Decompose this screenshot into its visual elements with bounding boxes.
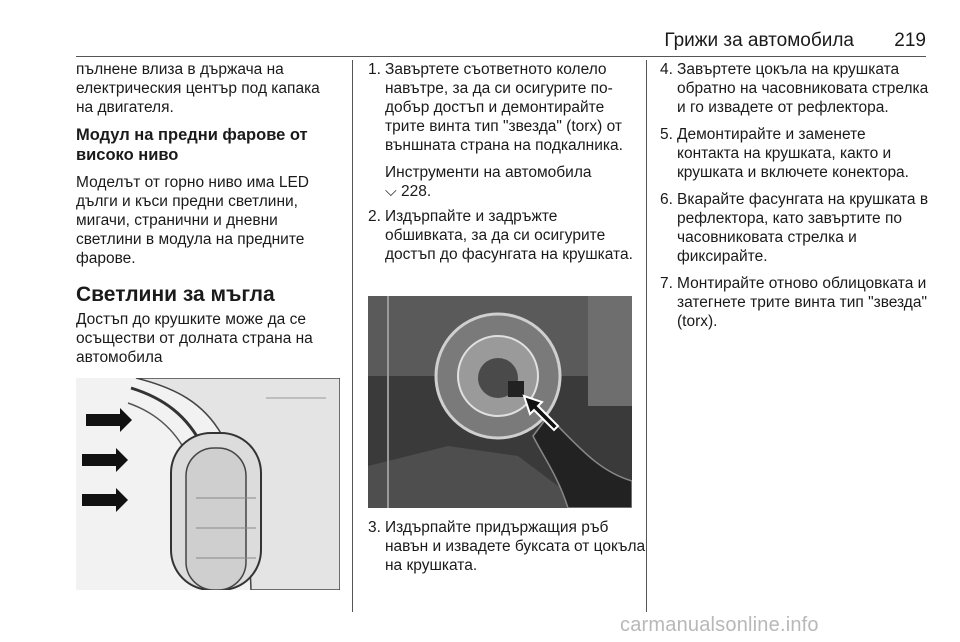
watermark: carmanualsonline.info bbox=[620, 614, 819, 636]
step-number: 5. bbox=[660, 126, 673, 143]
tools-label: Инструменти на автомобила bbox=[385, 164, 592, 181]
step-text: Демонтирайте и заменете контакта на крушката, както и крушката и включете конектора. bbox=[677, 126, 909, 181]
step-1 bbox=[368, 60, 636, 155]
step-text: Завъртете съответното колело навътре, за да си осигурите по-добър достъп и демонтирайте трите винта тип "звезда" (torx) от външната страна на подкалника. bbox=[385, 61, 623, 154]
step-number: 2. bbox=[368, 208, 381, 225]
step-6 bbox=[660, 190, 930, 266]
column-divider-1 bbox=[352, 60, 353, 612]
bulb-socket-photo bbox=[368, 296, 632, 508]
step-number: 4. bbox=[660, 61, 673, 78]
step-number: 7. bbox=[660, 275, 673, 292]
step-4 bbox=[660, 60, 930, 117]
heading-led-module: Модул на предни фарове от високо ниво bbox=[76, 126, 308, 164]
tools-reference bbox=[368, 163, 636, 201]
column-middle bbox=[368, 60, 646, 574]
column-left bbox=[76, 60, 341, 375]
step-5 bbox=[660, 125, 930, 182]
page-title: Грижи за автомобила bbox=[664, 30, 854, 51]
step-text: Монтирайте отново облицовката и затегнете трите винта тип "звезда" (torx). bbox=[677, 275, 927, 330]
page-reference: ⌵ 228. bbox=[385, 183, 432, 200]
step-3 bbox=[368, 518, 653, 575]
step-text: Издърпайте придържащия ръб навън и извадете буксата от цокъла на крушката. bbox=[385, 519, 646, 574]
step-number: 3. bbox=[368, 519, 381, 536]
fog-access-text: Достъп до крушките може да се осъществи от долната страна на автомобила bbox=[76, 311, 313, 366]
column-right bbox=[660, 60, 930, 339]
step-7 bbox=[660, 274, 930, 331]
wheel-arch-illustration bbox=[76, 378, 340, 590]
header-divider bbox=[76, 56, 926, 57]
step-number: 1. bbox=[368, 61, 381, 78]
intro-text: пълнене влиза в държача на електрическия център под капака на двигателя. bbox=[76, 61, 320, 116]
led-description: Моделът от горно ниво има LED дълги и къси предни светлини, мигачи, странични и дневни светлини в модула на предните фарове. bbox=[76, 174, 309, 267]
page-number: 219 bbox=[894, 30, 926, 51]
step-text: Завъртете цокъла на крушката обратно на часовниковата стрелка и го извадете от рефлектора. bbox=[677, 61, 929, 116]
step-number: 6. bbox=[660, 191, 673, 208]
step-text: Издърпайте и задръжте обшивката, за да си осигурите достъп до фасунгата на крушката. bbox=[385, 208, 633, 263]
page-header bbox=[76, 30, 926, 52]
column-divider-2 bbox=[646, 60, 647, 612]
heading-fog-lights: Светлини за мъгла bbox=[76, 283, 275, 306]
step-text: Вкарайте фасунгата на крушката в рефлектора, като завъртите по часовниковата стрелка и фиксирайте. bbox=[677, 191, 929, 265]
step-2 bbox=[368, 207, 636, 264]
